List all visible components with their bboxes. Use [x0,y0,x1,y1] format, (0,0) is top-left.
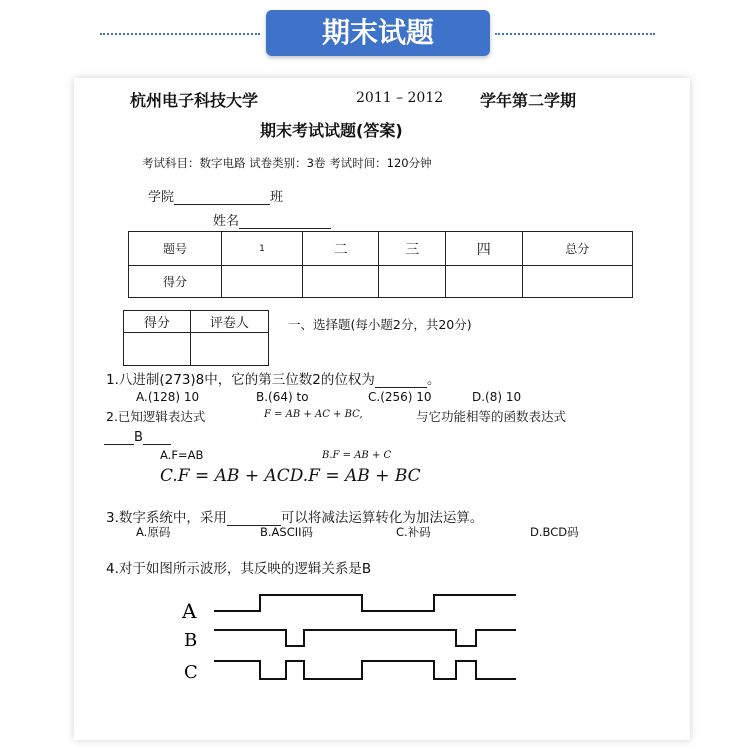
class-label: 班 [270,190,284,205]
question-1-stem: 1.八进制(273)8中，它的第三位数2的位权为 [106,372,375,388]
question-3 [106,506,483,526]
score-cell[interactable] [379,266,446,298]
exam-paper [74,78,690,740]
q2-answer-letter: B [134,430,143,445]
question-3-stem-a: 3.数字系统中，采用 [106,510,227,526]
question-2-expression: F = AB + AC + BC, [264,409,363,420]
q3-option-a: A.原码 [136,525,171,539]
wave-label-a: A [182,599,197,623]
name-field [213,210,331,229]
grader-score-cell[interactable] [124,333,191,366]
q2-blank-right [143,432,171,445]
score-row-label: 得分 [129,266,222,298]
question-2-tail: 与它功能相等的函数表达式 [416,409,567,424]
score-cell[interactable] [303,266,379,298]
question-4-stem: 4.对于如图所示波形，其反映的逻辑关系是B [106,561,372,577]
university-name: 杭州电子科技大学 [130,91,259,110]
score-header-2: 二 [303,232,379,266]
banner-divider-left [100,33,260,35]
grader-score-label: 得分 [124,311,191,333]
question-1 [106,368,440,388]
question-3-stem-b: 可以将减法运算转化为加法运算。 [280,510,484,526]
score-header-4: 四 [446,232,522,266]
section-1-heading: 一、选择题(每小题2分，共20分) [288,317,472,332]
score-header-number: 题号 [129,232,222,266]
q1-option-d: D.(8) 10 [472,390,522,404]
wave-c [214,661,516,679]
q1-option-c: C.(256) 10 [368,390,432,404]
grader-name-label: 评卷人 [190,311,268,333]
name-label: 姓名 [213,214,240,229]
question-2-answer [104,430,171,445]
score-table [128,231,633,298]
q2-option-b: B.F = AB + C [322,450,392,461]
q1-option-a: A.(128) 10 [136,390,200,404]
banner-title: 期末试题 [266,10,490,56]
college-field [148,186,283,205]
q1-option-b: B.(64) to [256,390,309,404]
q3-option-c: C.补码 [396,525,431,539]
question-2-stem: 2.已知逻辑表达式 [106,409,206,424]
waveform-diagram [174,586,534,696]
college-label: 学院 [148,190,175,205]
wave-label-b: B [184,630,198,651]
score-header-total: 总分 [522,232,632,266]
q2-blank-left [104,432,134,445]
wave-b [214,630,516,646]
exam-info: 考试科目：数字电路 试卷类别：3卷 考试时间：120分钟 [142,156,432,170]
score-cell[interactable] [522,266,632,298]
semester: 学年第二学期 [480,91,577,110]
grader-name-cell[interactable] [190,333,268,366]
exam-title: 期末考试试题(答案) [260,121,403,140]
q2-option-a: A.F=AB [160,448,204,462]
grader-table [123,310,269,366]
wave-label-c: C [184,662,198,683]
score-cell[interactable] [221,266,302,298]
score-cell[interactable] [446,266,522,298]
question-1-blank [375,375,427,388]
score-header-1: 1 [221,232,302,266]
name-blank [239,216,331,229]
score-header-3: 三 [379,232,446,266]
college-blank [174,192,270,205]
q3-option-d: D.BCD码 [530,525,579,539]
q3-option-b: B.ASCII码 [260,525,314,539]
question-1-end: 。 [426,372,441,388]
banner-divider-right [495,33,655,35]
wave-a [214,595,516,611]
academic-year: 2011 – 2012 [356,90,444,106]
q2-option-cd: C.F = AB + ACD.F = AB + BC [160,466,421,486]
